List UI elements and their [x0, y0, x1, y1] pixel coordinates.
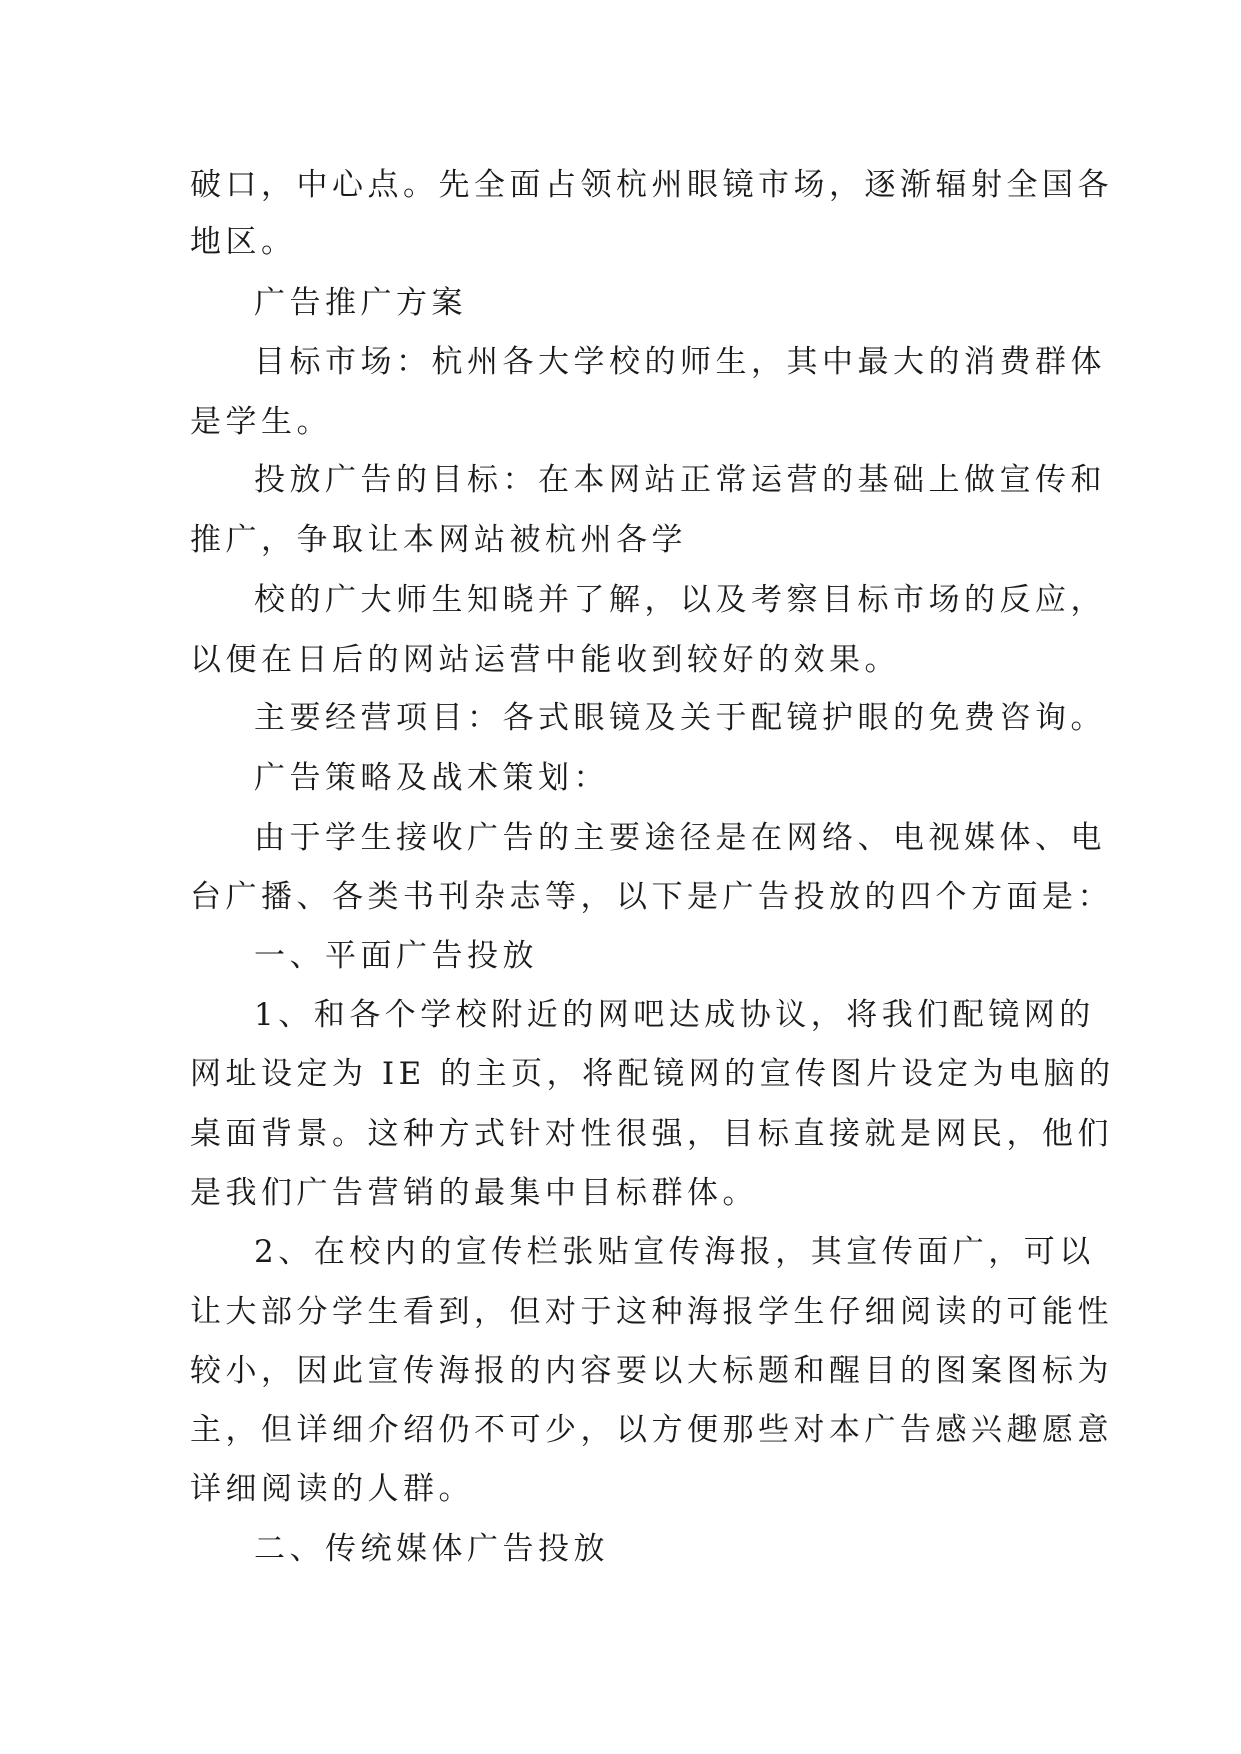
paragraph-line: 投放广告的目标：在本网站正常运营的基础上做宣传和 — [254, 462, 1106, 498]
paragraph-line: 桌面背景。这种方式针对性很强，目标直接就是网民，他们 — [190, 1116, 1113, 1152]
paragraph-line: 是我们广告营销的最集中目标群体。 — [190, 1175, 758, 1211]
section-heading: 一、平面广告投放 — [254, 938, 538, 974]
paragraph-line: 主，但详细介绍仍不可少，以方便那些对本广告感兴趣愿意 — [190, 1412, 1113, 1448]
paragraph-line: 破口，中心点。先全面占领杭州眼镜市场，逐渐辐射全国各 — [190, 167, 1113, 203]
paragraph-line: 让大部分学生看到，但对于这种海报学生仔细阅读的可能性 — [190, 1294, 1113, 1330]
paragraph-line: 详细阅读的人群。 — [190, 1471, 474, 1507]
paragraph-line: 推广，争取让本网站被杭州各学 — [190, 522, 687, 558]
paragraph-line: 目标市场：杭州各大学校的师生，其中最大的消费群体 — [254, 344, 1106, 380]
paragraph-line: 是学生。 — [190, 404, 332, 440]
section-heading: 广告策略及战术策划： — [254, 760, 609, 796]
paragraph-line: 校的广大师生知晓并了解，以及考察目标市场的反应， — [254, 582, 1106, 618]
section-heading: 二、传统媒体广告投放 — [254, 1531, 609, 1567]
paragraph-line: 由于学生接收广告的主要途径是在网络、电视媒体、电 — [254, 820, 1106, 856]
paragraph-line: 主要经营项目：各式眼镜及关于配镜护眼的免费咨询。 — [254, 700, 1106, 736]
paragraph-line: 以便在日后的网站运营中能收到较好的效果。 — [190, 642, 900, 678]
paragraph-line: 网址设定为 IE 的主页，将配镜网的宣传图片设定为电脑的 — [190, 1056, 1115, 1092]
paragraph-line: 地区。 — [190, 224, 297, 260]
paragraph-line: 2、在校内的宣传栏张贴宣传海报，其宣传面广，可以 — [254, 1234, 1095, 1270]
paragraph-line: 1、和各个学校附近的网吧达成协议，将我们配镜网的 — [254, 997, 1095, 1033]
section-heading: 广告推广方案 — [254, 285, 467, 321]
paragraph-line: 台广播、各类书刊杂志等，以下是广告投放的四个方面是： — [190, 879, 1113, 915]
paragraph-line: 较小，因此宣传海报的内容要以大标题和醒目的图案图标为 — [190, 1353, 1113, 1389]
